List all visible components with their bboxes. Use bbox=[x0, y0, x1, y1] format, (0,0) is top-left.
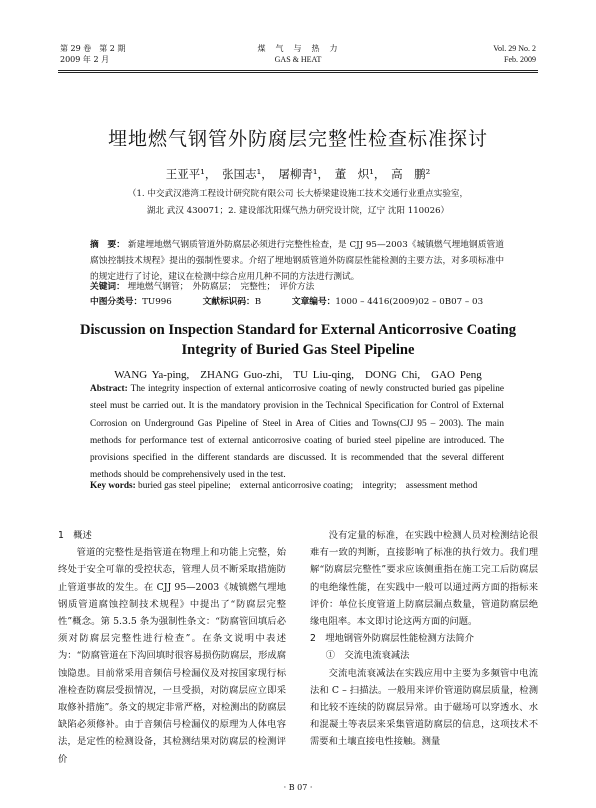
journal-name-cn: 煤 气 与 热 力 bbox=[257, 44, 339, 53]
authors-en: WANG Ya-ping, ZHANG Guo-zhi, TU Liu-qing, DONG Chi, GAO Peng bbox=[114, 369, 482, 381]
abstract-text-cn: 新建埋地燃气钢质管道外防腐层必须进行完整性检查，是 CJJ 95—2003《城镇燃气埋地钢质管道腐蚀控制技术规程》提出的强制性要求。介绍了埋地钢质管道外防腐层性能检测的主要方法，对多项标准中的规定进行了讨论，建议在检测中综合应用几种不同的方法进行测试。 bbox=[90, 240, 504, 282]
paper-title-cn: 埋地燃气钢管外防腐层完整性检查标准探讨 bbox=[107, 128, 488, 150]
section-1-heading: 1 概述 bbox=[58, 530, 92, 541]
keywords-text-cn: 埋地燃气钢管； 外防腐层； 完整性； 评价方法 bbox=[127, 282, 315, 292]
journal-issue-info-en bbox=[493, 43, 536, 65]
keywords-label-en: Key words: bbox=[90, 481, 136, 491]
keywords-cn bbox=[90, 281, 504, 294]
volume-issue: 第 29 卷 第 2 期 bbox=[60, 44, 126, 53]
section-1-paragraph-cont: 没有定量的标准，在实践中检测人员对检测结论很难有一致的判断，直接影响了标准的执行效力。我们理解“防腐层完整性”要求应该侧重指在施工完工后防腐层的电绝缘性能，在实践中一般可以通过两方面的指标来评价：单位长度管道上防腐层漏点数量，管道防腐层绝缘电阻率。本文即讨论这两方面的问题。 bbox=[310, 530, 538, 628]
section-2-heading: 2 埋地钢管外防腐层性能检测方法简介 bbox=[310, 633, 474, 645]
article-number-value: 1000 – 4416(2009)02 – 0B07 – 03 bbox=[335, 297, 484, 307]
doc-code-label: 文献标识码： bbox=[202, 297, 255, 307]
paper-title-en bbox=[60, 320, 536, 360]
clc-label: 中图分类号： bbox=[90, 297, 143, 307]
abstract-label-en: Abstract: bbox=[90, 384, 128, 394]
section-2-subheading: ① 交流电流衰减法 bbox=[325, 650, 410, 662]
page-number: · B 07 · bbox=[283, 783, 313, 792]
body-column-right bbox=[310, 527, 538, 751]
clc-value: TU996 bbox=[142, 297, 172, 307]
volume-issue-en: Vol. 29 No. 2 bbox=[493, 44, 536, 53]
affiliation-line-1: （1. 中交武汉港湾工程设计研究院有限公司 长大桥梁建设施工技术交通行业重点实验室， bbox=[127, 189, 469, 199]
abstract-en bbox=[90, 381, 504, 485]
section-1-paragraph: 管道的完整性是指管道在物理上和功能上完整，始终处于安全可靠的受控状态，管理人员不断采取措施防止管道事故的发生。在 CJJ 95—2003《城镇燃气埋地钢质管道腐蚀控制技术规程》中提出了“防腐层完整性”概念。第 5.3.5 条为强制性条文：“防腐管回填后必须对防腐层完整性进行检查”。在条文说明中表述为：“防腐管道在下沟回填时很容易损伤防腐层，形成腐蚀隐患。目前常采用音频信号检漏仪及对按国家现行标准检查防腐层受损情况，一旦受损，对防腐层应立即采取修补措施”。条文的规定非常严格，对检测出的防腐层缺陷必须修补。由于音频信号检漏仪的原理为人体电容法，是定性的检测设备，其检测结果对防腐层的检测评价 bbox=[58, 547, 286, 765]
paper-title-en-line-2: Integrity of Buried Gas Steel Pipeline bbox=[181, 342, 415, 358]
authors-cn: 王亚平¹， 张国志¹， 屠柳青¹， 董 炽¹， 高 鹏² bbox=[165, 167, 431, 181]
body-column-left bbox=[58, 527, 286, 768]
header-rule bbox=[58, 72, 538, 73]
paper-title-en-line-1: Discussion on Inspection Standard for External Anticorrosive Coating bbox=[79, 322, 517, 338]
publication-date: 2009 年 2 月 bbox=[60, 55, 110, 64]
publication-date-en: Feb. 2009 bbox=[504, 55, 536, 64]
keywords-label-cn: 关键词： bbox=[90, 282, 125, 292]
abstract-text-en: The integrity inspection of external anticorrosive coating of newly constructed buried gas pipeline steel must be carried out. It is the mandatory provision in the Technical Specification for Control of External Corrosion on Underground Gas Pipeline of Steel in Area of Cities and Towns(CJJ 95 – 2003). The main methods for performance test of external anticorrosive coating of buried steel pipeline are introduced. The provisions specified in the different standards are discussed. It is recommended that the several different methods should be comprehensively used in the test. bbox=[90, 384, 505, 481]
header-rule bbox=[58, 70, 538, 71]
doc-code-value: B bbox=[254, 297, 262, 307]
abstract-label-cn: 摘 要： bbox=[90, 240, 126, 250]
classification-info bbox=[90, 296, 536, 309]
keywords-en bbox=[90, 478, 504, 494]
keywords-text-en: buried gas steel pipeline; external anticorrosive coating; integrity; assessment method bbox=[138, 481, 478, 491]
abstract-cn bbox=[90, 237, 504, 285]
affiliation-line-2: 湖北 武汉 430071；2. 建设部沈阳煤气热力研究设计院，辽宁 沈阳 110026） bbox=[146, 206, 450, 216]
article-number-label: 文章编号： bbox=[291, 297, 336, 307]
section-2-paragraph: 交流电流衰减法在实践应用中主要为多频管中电流法和 C – 扫描法。一般用来评价管道防腐层质量，检测和比较不连续的防腐层异常。由于磁场可以穿透水、水和混凝土等表层来采集管道防腐层的信息，这项技术不需要和土壤直接电性接触。测量 bbox=[310, 667, 538, 748]
journal-name-en: GAS & HEAT bbox=[274, 55, 322, 64]
